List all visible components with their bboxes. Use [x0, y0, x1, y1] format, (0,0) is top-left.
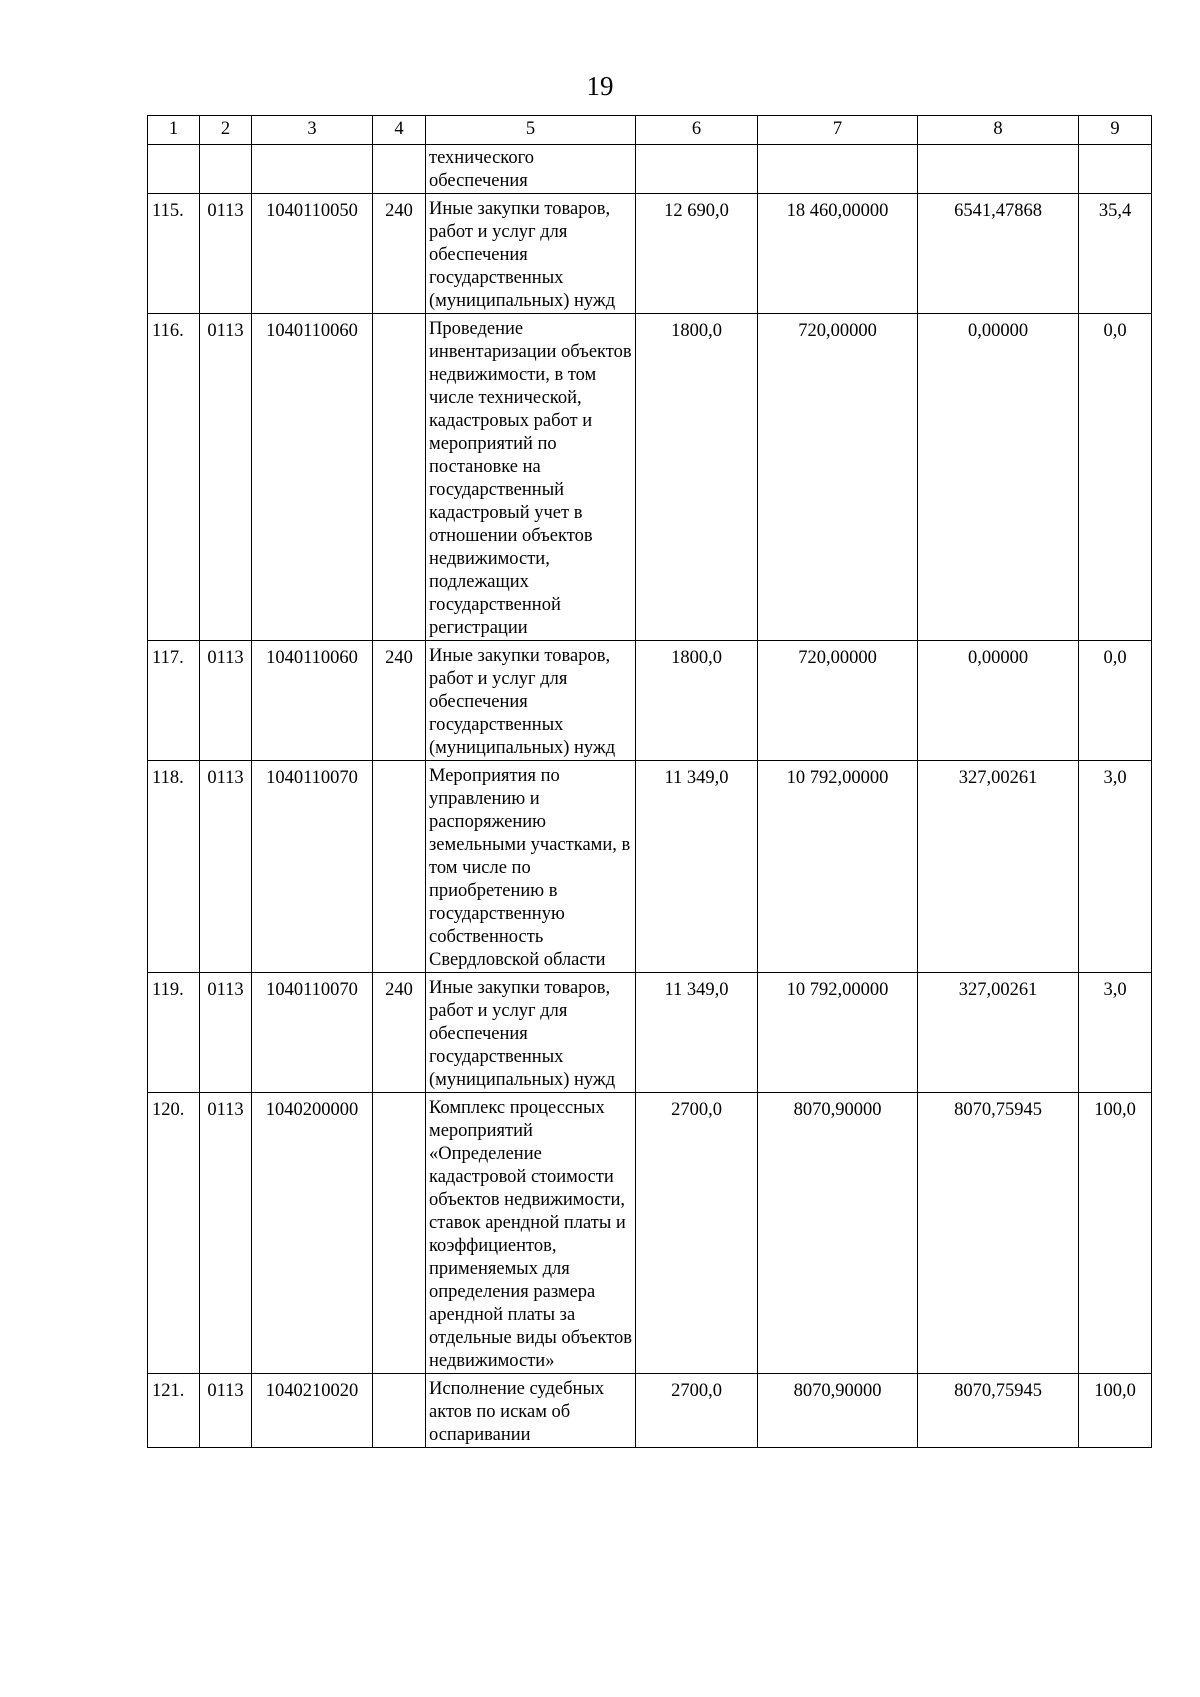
page-number: 19	[586, 71, 614, 101]
description-cell: Исполнение судебных актов по искам об оспаривании	[426, 1374, 636, 1448]
approved-amount-cell: 10 792,00000	[758, 761, 918, 973]
column-header: 6	[636, 116, 758, 145]
percent-cell: 35,4	[1079, 194, 1152, 314]
budget-table	[147, 115, 1152, 1448]
row-number-cell: 118.	[148, 761, 200, 973]
description-cell: Мероприятия по управлению и распоряжению земельными участками, в том числе по приобретению в государственную собственность Свердловской области	[426, 761, 636, 973]
percent-cell: 0,0	[1079, 641, 1152, 761]
percent-cell: 100,0	[1079, 1374, 1152, 1448]
executed-amount-cell: 327,00261	[918, 973, 1079, 1093]
kind-code-cell	[373, 761, 426, 973]
row-number-cell: 119.	[148, 973, 200, 1093]
table-header-row	[148, 116, 1152, 145]
column-header: 4	[373, 116, 426, 145]
target-code-cell: 1040110070	[252, 973, 373, 1093]
row-number-cell: 116.	[148, 314, 200, 641]
description-cell: Иные закупки товаров, работ и услуг для обеспечения государственных (муниципальных) нужд	[426, 194, 636, 314]
planned-amount-cell: 2700,0	[636, 1374, 758, 1448]
column-header: 9	[1079, 116, 1152, 145]
empty-cell	[758, 145, 918, 194]
description-cell: технического обеспечения	[426, 145, 636, 194]
column-header: 5	[426, 116, 636, 145]
approved-amount-cell: 720,00000	[758, 314, 918, 641]
section-code-cell: 0113	[200, 641, 252, 761]
approved-amount-cell: 8070,90000	[758, 1093, 918, 1374]
approved-amount-cell: 18 460,00000	[758, 194, 918, 314]
executed-amount-cell: 8070,75945	[918, 1093, 1079, 1374]
empty-cell	[636, 145, 758, 194]
empty-cell	[373, 145, 426, 194]
target-code-cell: 1040200000	[252, 1093, 373, 1374]
table-row	[148, 641, 1152, 761]
table-row	[148, 973, 1152, 1093]
executed-amount-cell: 327,00261	[918, 761, 1079, 973]
target-code-cell: 1040210020	[252, 1374, 373, 1448]
table-row-continuation	[148, 145, 1152, 194]
executed-amount-cell: 0,00000	[918, 314, 1079, 641]
planned-amount-cell: 12 690,0	[636, 194, 758, 314]
planned-amount-cell: 11 349,0	[636, 973, 758, 1093]
empty-cell	[252, 145, 373, 194]
kind-code-cell: 240	[373, 641, 426, 761]
executed-amount-cell: 6541,47868	[918, 194, 1079, 314]
table-row	[148, 314, 1152, 641]
section-code-cell: 0113	[200, 194, 252, 314]
percent-cell: 0,0	[1079, 314, 1152, 641]
row-number-cell: 120.	[148, 1093, 200, 1374]
table-row	[148, 1093, 1152, 1374]
empty-cell	[148, 145, 200, 194]
planned-amount-cell: 2700,0	[636, 1093, 758, 1374]
planned-amount-cell: 1800,0	[636, 314, 758, 641]
percent-cell: 3,0	[1079, 761, 1152, 973]
table-row	[148, 1374, 1152, 1448]
section-code-cell: 0113	[200, 761, 252, 973]
executed-amount-cell: 0,00000	[918, 641, 1079, 761]
column-header: 2	[200, 116, 252, 145]
kind-code-cell: 240	[373, 194, 426, 314]
row-number-cell: 117.	[148, 641, 200, 761]
planned-amount-cell: 1800,0	[636, 641, 758, 761]
kind-code-cell	[373, 1374, 426, 1448]
empty-cell	[1079, 145, 1152, 194]
column-header: 3	[252, 116, 373, 145]
description-cell: Иные закупки товаров, работ и услуг для обеспечения государственных (муниципальных) нужд	[426, 641, 636, 761]
description-cell: Комплекс процессных мероприятий «Определение кадастровой стоимости объектов недвижимости, ставок арендной платы и коэффициентов, применяемых для определения размера арендной платы за отдельные виды объектов недвижимости»	[426, 1093, 636, 1374]
row-number-cell: 121.	[148, 1374, 200, 1448]
approved-amount-cell: 8070,90000	[758, 1374, 918, 1448]
description-cell: Иные закупки товаров, работ и услуг для обеспечения государственных (муниципальных) нужд	[426, 973, 636, 1093]
percent-cell: 100,0	[1079, 1093, 1152, 1374]
kind-code-cell: 240	[373, 973, 426, 1093]
description-cell: Проведение инвентаризации объектов недвижимости, в том числе технической, кадастровых работ и мероприятий по постановке на государственный кадастровый учет в отношении объектов недвижимости, подлежащих государственной регистрации	[426, 314, 636, 641]
column-header: 8	[918, 116, 1079, 145]
approved-amount-cell: 720,00000	[758, 641, 918, 761]
approved-amount-cell: 10 792,00000	[758, 973, 918, 1093]
section-code-cell: 0113	[200, 973, 252, 1093]
planned-amount-cell: 11 349,0	[636, 761, 758, 973]
target-code-cell: 1040110060	[252, 641, 373, 761]
kind-code-cell	[373, 314, 426, 641]
target-code-cell: 1040110050	[252, 194, 373, 314]
table-row	[148, 194, 1152, 314]
table-row	[148, 761, 1152, 973]
section-code-cell: 0113	[200, 1093, 252, 1374]
column-header: 7	[758, 116, 918, 145]
percent-cell: 3,0	[1079, 973, 1152, 1093]
row-number-cell: 115.	[148, 194, 200, 314]
target-code-cell: 1040110070	[252, 761, 373, 973]
target-code-cell: 1040110060	[252, 314, 373, 641]
kind-code-cell	[373, 1093, 426, 1374]
empty-cell	[918, 145, 1079, 194]
section-code-cell: 0113	[200, 314, 252, 641]
column-header: 1	[148, 116, 200, 145]
executed-amount-cell: 8070,75945	[918, 1374, 1079, 1448]
section-code-cell: 0113	[200, 1374, 252, 1448]
empty-cell	[200, 145, 252, 194]
